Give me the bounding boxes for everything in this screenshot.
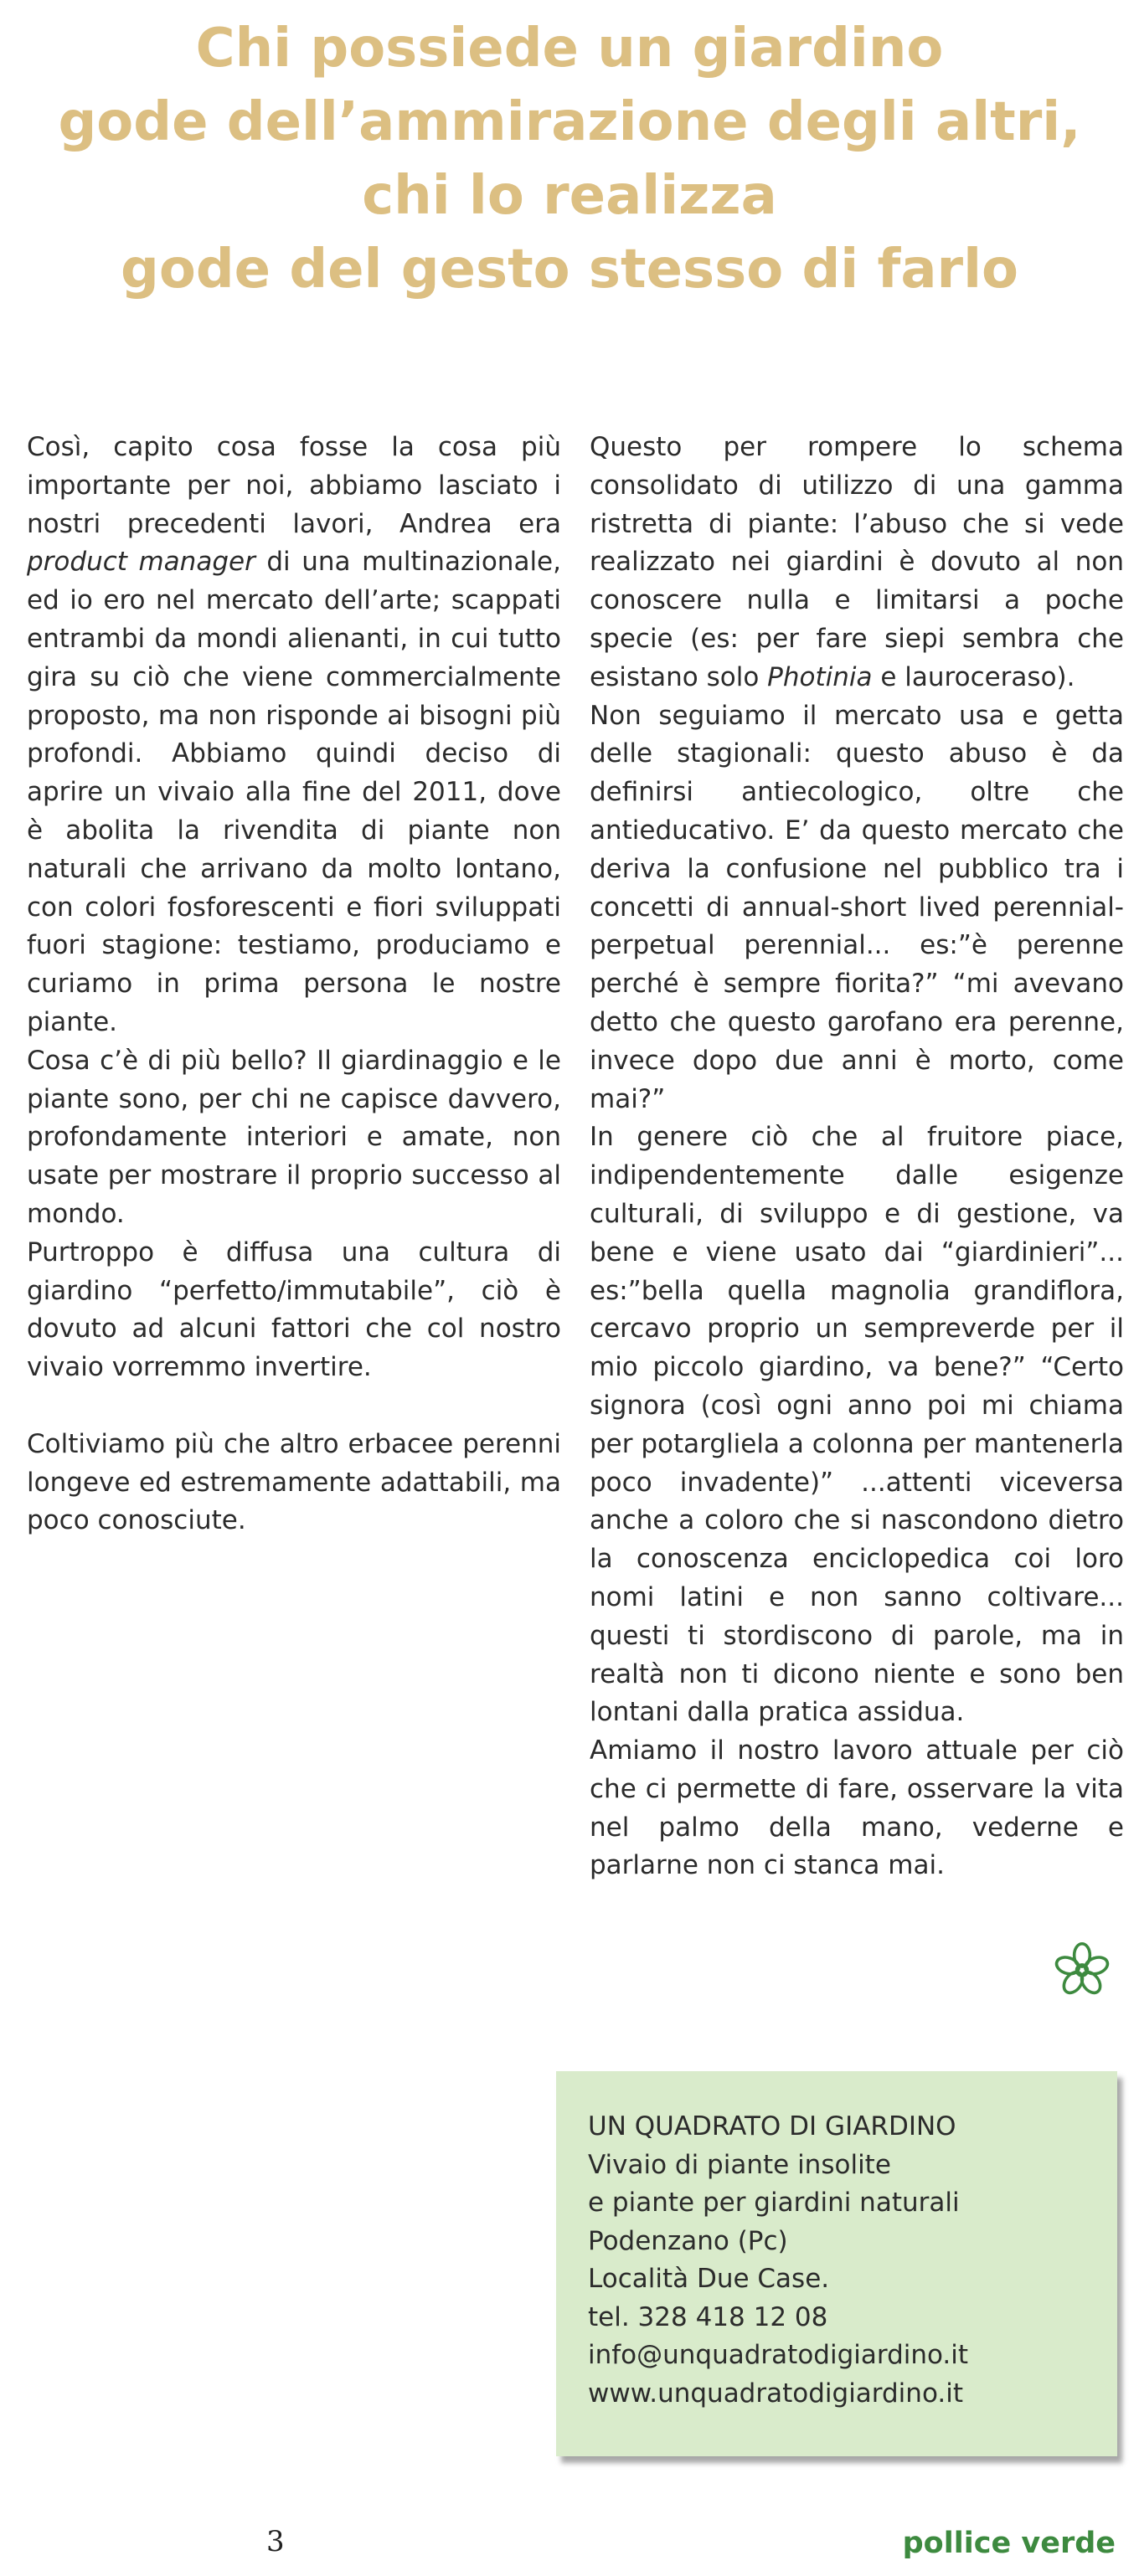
- paragraph: Non seguiamo il mercato usa e getta delle stagionali: questo abuso è da definirsi antiecologico, oltre che antieducativo. E’ da questo mercato che deriva la confusione nel pubblico tra i concetti di annual-short lived perennial-perpetual perennial... es:”è perenne perché è sempre fiorita?” “mi avevano detto che questo garofano era perenne, invece dopo due anni è morto, come mai?”: [590, 700, 1124, 1114]
- address-box: [556, 2071, 1117, 2456]
- paragraph: In genere ciò che al fruitore piace, indipendentemente dalle esigenze culturali, di sviluppo e di gestione, va bene e viene usato dai “giardinieri”... es:”bella quella magnolia grandiflora, cercavo proprio un sempreverde per il mio piccolo giardino, va bene?” “Certo signora (così ogni anno poi mi chiama per potargliela a colonna per mantenerla poco invadente)” ...attenti viceversa anche a coloro che si nascondono dietro la conoscenza enciclopedica coi loro nomi latini e non sanno coltivare... questi ti stordiscono di parole, ma in realtà non ti dicono niente e sono ben lontani dalla pratica assidua.: [590, 1122, 1124, 1728]
- address-lines: [588, 2108, 968, 2413]
- paragraph-text: di una multinazionale, ed io ero nel mercato dell’arte; scappati entrambi da mondi alienanti, in cui tutto gira su ciò che viene commercialmente proposto, ma non risponde ai bisogni più profondi. Abbiamo quindi deciso di aprire un vivaio alla fine del 2011, dove è abolita la rivendita di piante non naturali che arrivano da molto lontano, con colori fosforescenti e fiori sviluppati fuori stagione: testiamo, produciamo e curiamo in prima persona le nostre piante.: [27, 547, 561, 1037]
- paragraph: [590, 429, 1124, 697]
- paragraph: Cosa c’è di più bello? Il giardinaggio e le piante sono, per chi ne capisce davvero, profondamente interiori e amate, non usate per mostrare il proprio successo al mondo.: [27, 1045, 561, 1229]
- paragraph-text: Così, capito cosa fosse la cosa più importante per noi, abbiamo lasciato i nostri precedenti lavori, Andrea era: [27, 432, 561, 539]
- paragraph: Amiamo il nostro lavoro attuale per ciò che ci permette di fare, osservare la vita nel palmo della mano, vederne e parlarne non ci stanca mai.: [590, 1735, 1124, 1881]
- left-column: [27, 429, 561, 1540]
- address-line: Vivaio di piante insolite: [588, 2149, 891, 2180]
- paragraph: Coltiviamo più che altro erbacee perenni longeve ed estremamente adattabili, ma poco conosciute.: [27, 1428, 561, 1536]
- paragraph-text: Questo per rompere lo schema consolidato di utilizzo di una gamma ristretta di piante: l’abuso che si vede realizzato nei giardini è dovuto al non conoscere nulla e limitarsi a poche specie (es: per fare siepi sembra che esistano solo: [590, 432, 1124, 692]
- nursery-name: UN QUADRATO DI GIARDINO: [588, 2111, 956, 2142]
- headline: [34, 12, 1106, 306]
- headline-line: gode dell’ammirazione degli altri,: [58, 91, 1081, 153]
- right-column: [590, 429, 1124, 1885]
- paragraph: [27, 429, 561, 1042]
- headline-line: chi lo realizza: [362, 165, 777, 227]
- address-line: e piante per giardini naturali: [588, 2188, 960, 2218]
- flower-icon: [1052, 1939, 1112, 1999]
- email-line: info@unquadratodigiardino.it: [588, 2340, 969, 2370]
- headline-line: gode del gesto stesso di farlo: [121, 239, 1018, 301]
- magazine-section-brand: pollice verde: [902, 2527, 1116, 2560]
- emphasis-text: product manager: [27, 547, 255, 578]
- website-line: www.unquadratodigiardino.it: [588, 2378, 963, 2409]
- paragraph-text: e lauroceraso).: [872, 661, 1075, 692]
- emphasis-text: Photinia: [767, 661, 873, 692]
- address-line: Podenzano (Pc): [588, 2225, 788, 2256]
- headline-line: Chi possiede un giardino: [195, 18, 944, 80]
- address-line: Località Due Case.: [588, 2264, 830, 2294]
- paragraph: Purtroppo è diffusa una cultura di giardino “perfetto/immutabile”, ciò è dovuto ad alcuni fattori che col nostro vivaio vorremmo invertire.: [27, 1237, 561, 1383]
- page-number: 3: [266, 2525, 285, 2558]
- phone-line: tel. 328 418 12 08: [588, 2301, 828, 2332]
